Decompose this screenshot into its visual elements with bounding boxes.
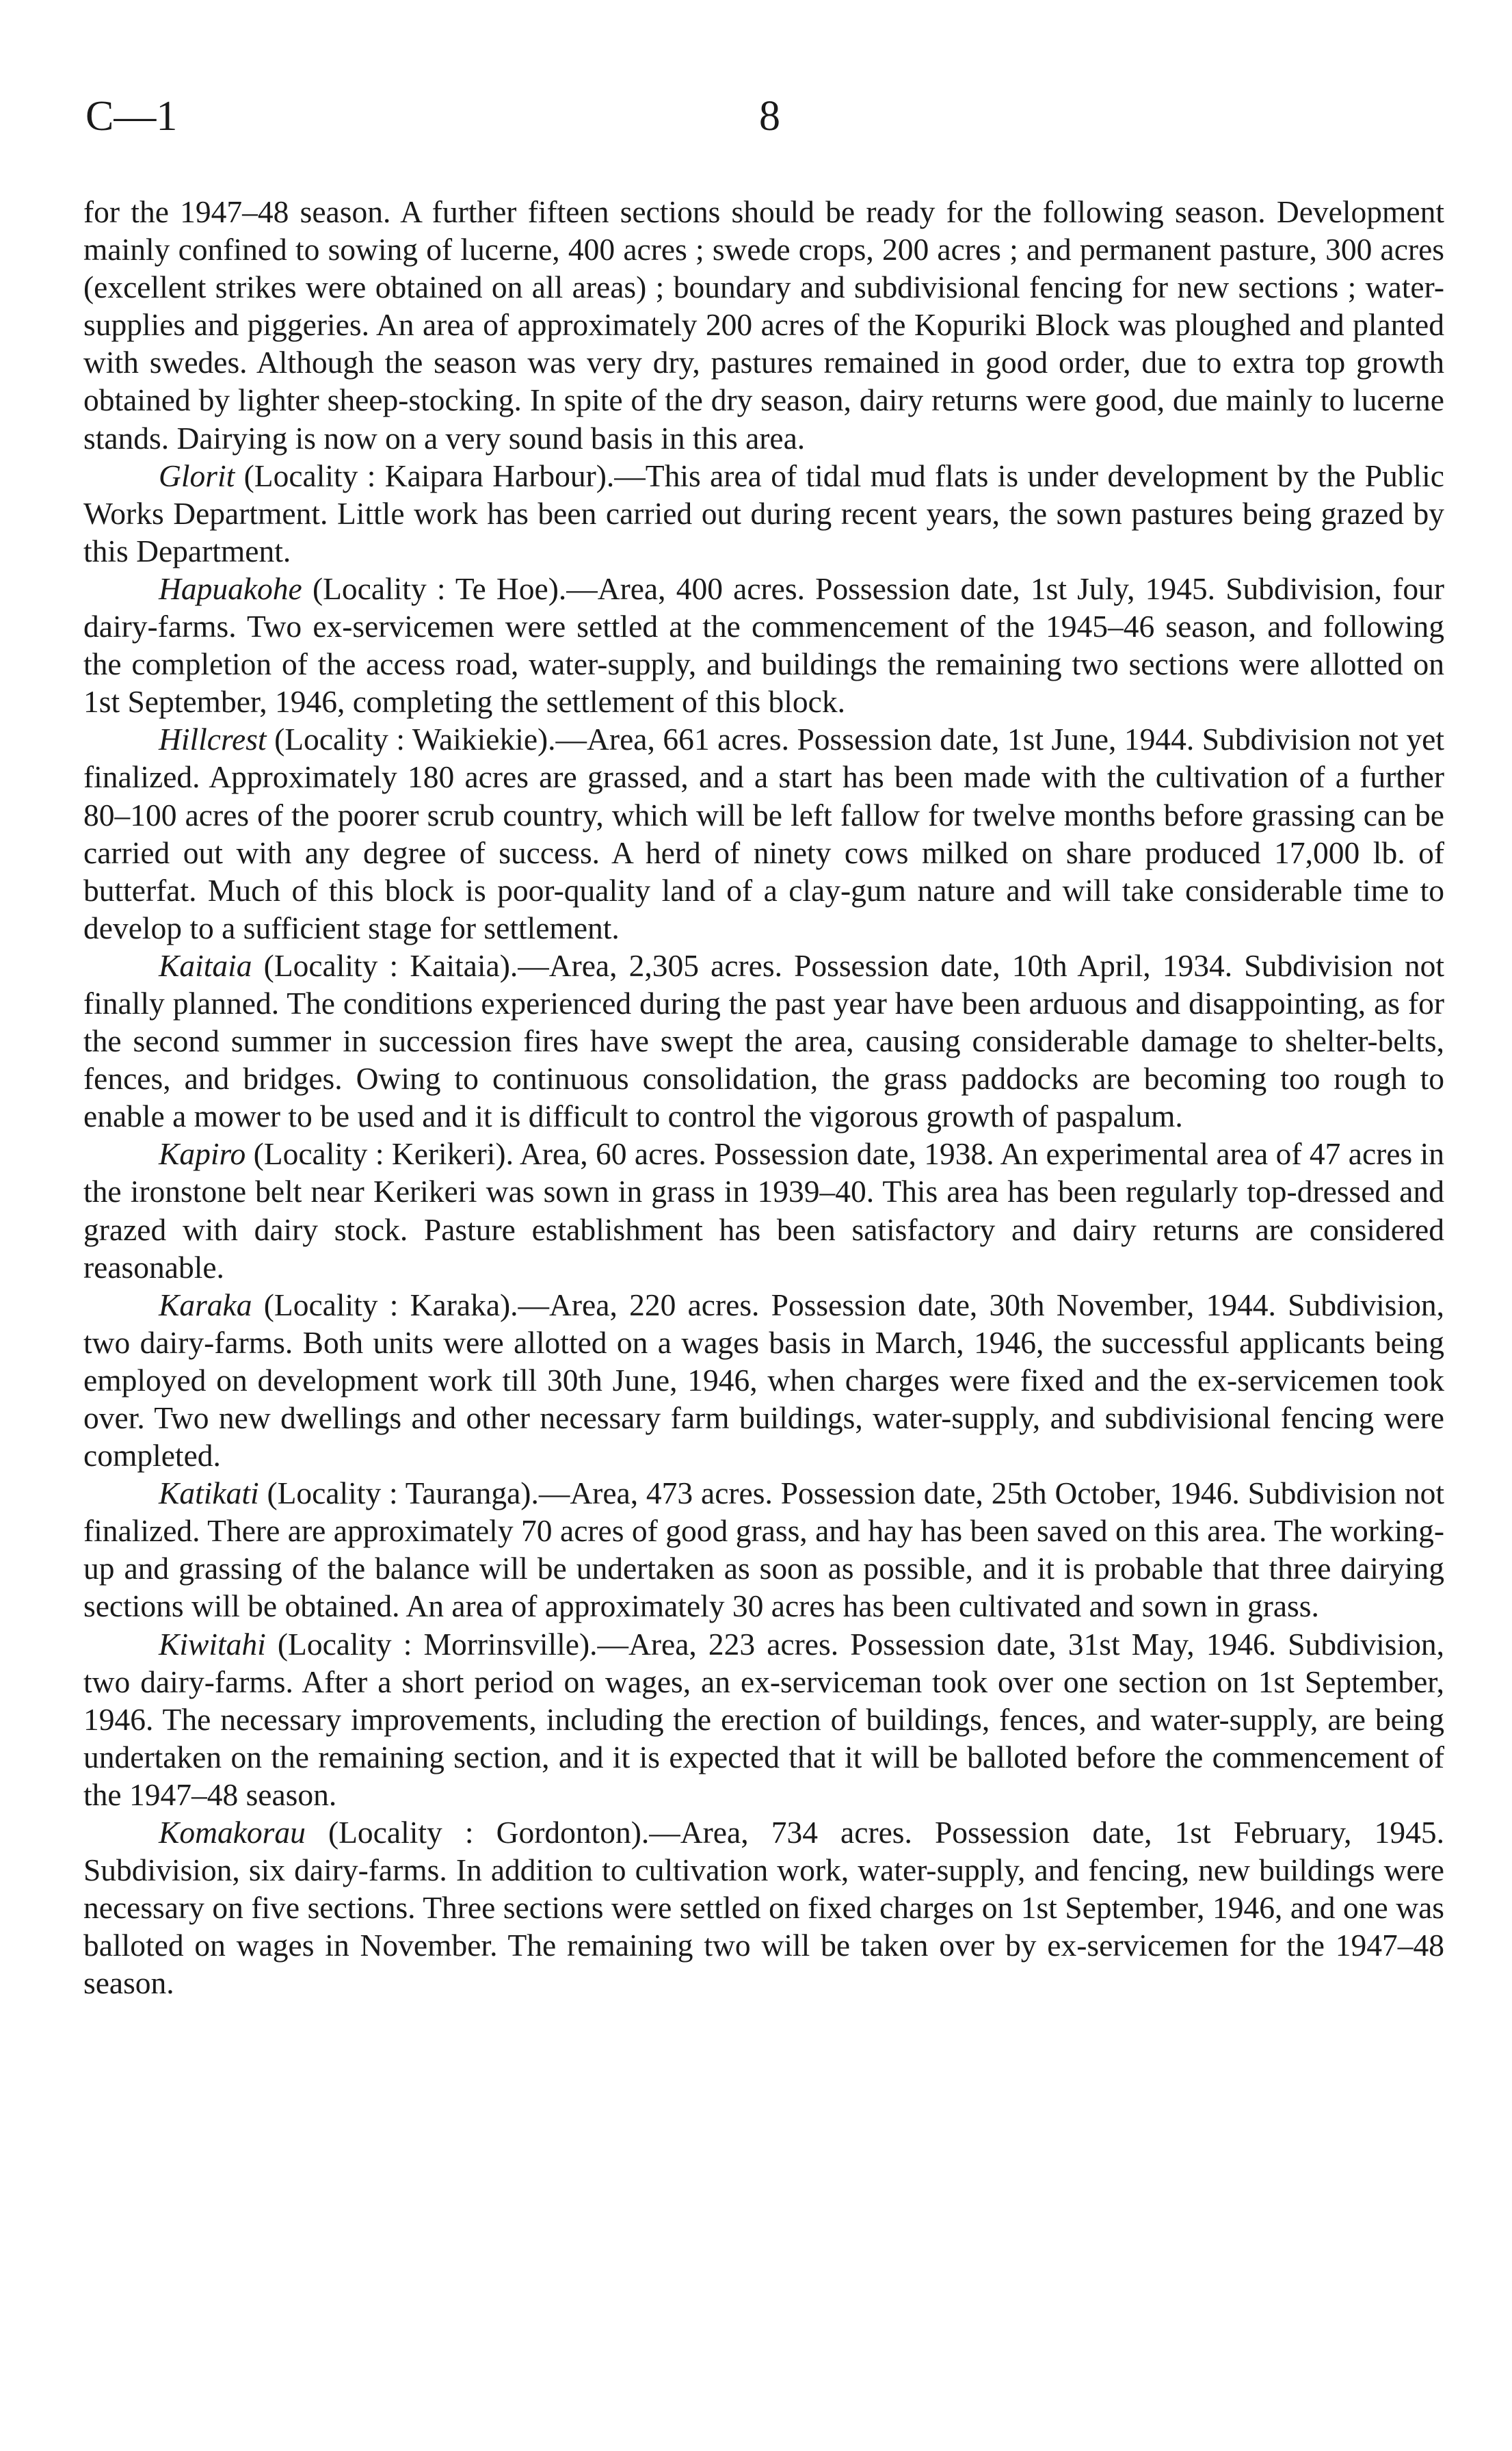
paragraph-text: (Locality : Gordonton).—Area, 734 acres. Possession date, 1st February, 1945. Subdivision, six dairy-farms. In addition to cultivation work, water-supply, and fencing, new buildings were necessary on five sections. Three sections were settled on fixed charges on 1st September, 1946, and one was balloted on wages in November. The remaining two will be taken over by ex-servicemen for the 1947–48 season. [83, 1815, 1444, 2001]
paragraph-text: (Locality : Te Hoe).—Area, 400 acres. Possession date, 1st July, 1945. Subdivision, four dairy-farms. Two ex-servicemen were settled at the commencement of the 1945–46 season, and following the completion of the access road, water-supply, and buildings the remaining two sections were allotted on 1st September, 1946, completing the settlement of this block. [83, 571, 1444, 720]
paragraph-text: (Locality : Kaitaia).—Area, 2,305 acres. Possession date, 10th April, 1934. Subdivision not finally planned. The conditions experienced during the past year have been arduous and disappointing, as for the second summer in succession fires have swept the area, causing considerable damage to shelter-belts, fences, and bridges. Owing to continuous consolidation, the grass paddocks are becoming too rough to enable a mower to be used and it is difficult to control the vigorous growth of paspalum. [83, 947, 1444, 1134]
paragraph-text: for the 1947–48 season. A further fifteen sections should be ready for the following season. Development mainly confined to sowing of lucerne, 400 acres ; swede crops, 200 acres ; and permanent pasture, 300 acres (excellent strikes were obtained on all areas) ; boundary and subdivisional fencing for new sections ; water-supplies and piggeries. An area of approximately 200 acres of the Kopuriki Block was ploughed and planted with swedes. Although the season was very dry, pastures remained in good order, due to extra top growth obtained by lighter sheep-stocking. In spite of the dry season, dairy returns were good, due mainly to lucerne stands. Dairying is now on a very sound basis in this area. [83, 194, 1444, 456]
block-name: Glorit [159, 458, 235, 493]
paragraph-text: (Locality : Karaka).—Area, 220 acres. Possession date, 30th November, 1944. Subdivision, two dairy-farms. Both units were allotted on a wages basis in March, 1946, the successful applicants being employed on development work till 30th June, 1946, when charges were fixed and the ex-servicemen took over. Two new dwellings and other necessary farm buildings, water-supply, and subdivisional fencing were completed. [83, 1287, 1444, 1473]
block-name: Hapuakohe [159, 571, 302, 606]
report-reference: C—1 [85, 93, 178, 140]
paragraph-katikati [83, 1474, 1444, 1625]
report-body [83, 193, 1444, 2002]
page-number: 8 [759, 93, 780, 140]
paragraph-karaka [83, 1286, 1444, 1474]
block-name: Katikati [159, 1476, 259, 1511]
paragraph-text: (Locality : Morrinsville).—Area, 223 acres. Possession date, 31st May, 1946. Subdivision, two dairy-farms. After a short period on wages, an ex-serviceman took over one section on 1st September, 1946. The necessary improvements, including the erection of buildings, fences, and water-supply, are being undertaken on the remaining section, and it is expected that it will be balloted before the commencement of the 1947–48 season. [83, 1626, 1444, 1812]
block-name: Komakorau [159, 1815, 306, 1850]
paragraph-hapuakohe [83, 570, 1444, 720]
block-name: Kiwitahi [159, 1626, 266, 1662]
block-name: Kapiro [159, 1136, 246, 1172]
paragraph-komakorau [83, 1813, 1444, 2002]
paragraph-kapiro [83, 1135, 1444, 1285]
paragraph-glorit [83, 457, 1444, 570]
paragraph-kaitaia [83, 947, 1444, 1135]
paragraph-continuation [83, 193, 1444, 457]
block-name: Hillcrest [159, 722, 267, 757]
paragraph-text: (Locality : Kerikeri). Area, 60 acres. Possession date, 1938. An experimental area of 47 acres in the ironstone belt near Kerikeri was sown in grass in 1939–40. This area has been regularly top-dressed and grazed with dairy stock. Pasture establishment has been satisfactory and dairy returns are considered reasonable. [83, 1136, 1444, 1285]
paragraph-hillcrest [83, 720, 1444, 947]
paragraph-text: (Locality : Waikiekie).—Area, 661 acres. Possession date, 1st June, 1944. Subdivision not yet finalized. Approximately 180 acres are grassed, and a start has been made with the cultivation of a further 80–100 acres of the poorer scrub country, which will be left fallow for twelve months before grassing can be carried out with any degree of success. A herd of ninety cows milked on share produced 17,000 lb. of butterfat. Much of this block is poor-quality land of a clay-gum nature and will take considerable time to develop to a sufficient stage for settlement. [83, 722, 1444, 945]
block-name: Kaitaia [159, 947, 252, 983]
page-header [85, 92, 1427, 147]
paragraph-text: (Locality : Kaipara Harbour).—This area of tidal mud flats is under development by the Public Works Department. Little work has been carried out during recent years, the sown pastures being grazed by this Department. [83, 458, 1444, 568]
block-name: Karaka [159, 1287, 252, 1322]
paragraph-kiwitahi [83, 1625, 1444, 1813]
paragraph-text: (Locality : Tauranga).—Area, 473 acres. Possession date, 25th October, 1946. Subdivision not finalized. There are approximately 70 acres of good grass, and hay has been saved on this area. The working-up and grassing of the balance will be undertaken as soon as possible, and it is probable that three dairying sections will be obtained. An area of approximately 30 acres has been cultivated and sown in grass. [83, 1476, 1444, 1624]
